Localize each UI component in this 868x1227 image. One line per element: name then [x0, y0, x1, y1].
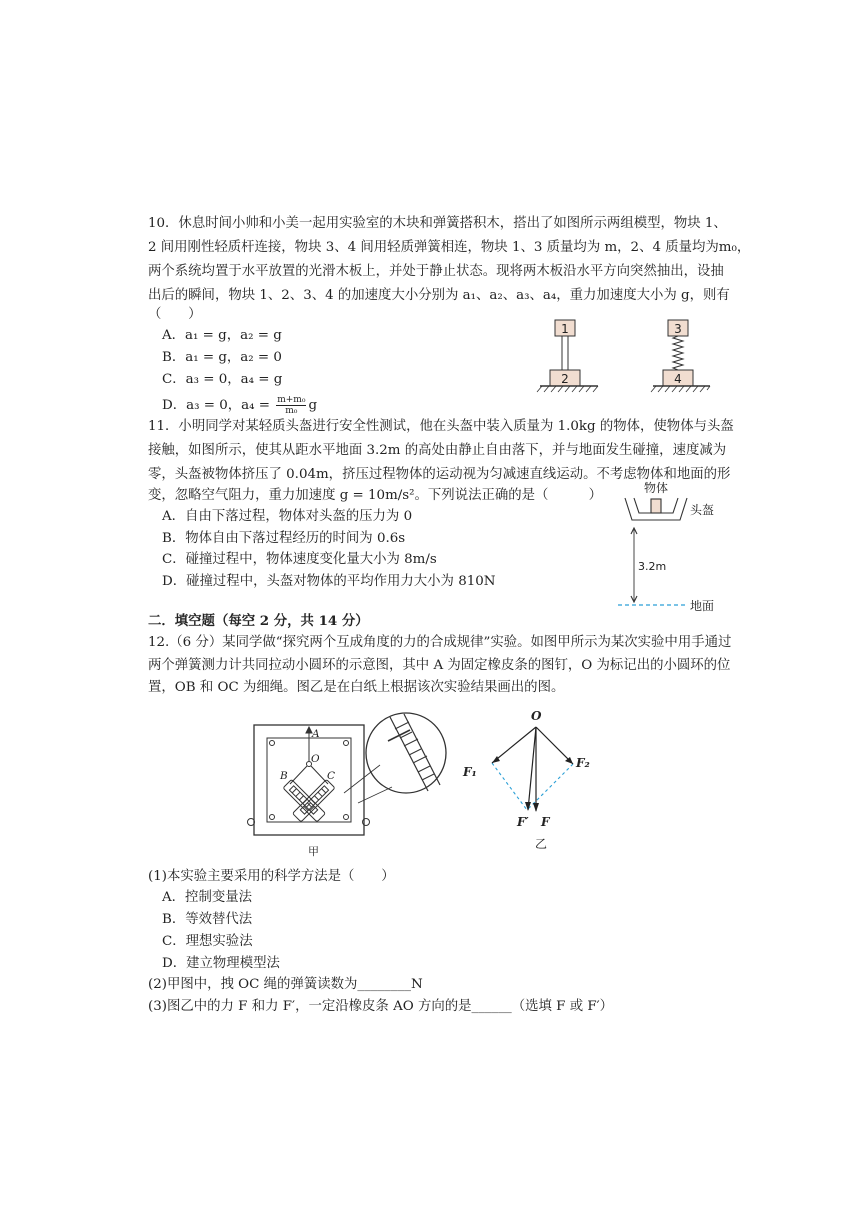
q12-sub2: (2)甲图中，拽 OC 绳的弹簧读数为________N: [148, 977, 423, 992]
figure-jia: [240, 705, 460, 865]
q12-line-3: 置，OB 和 OC 为细绳。图乙是在白纸上根据该次实验结果画出的图。: [148, 680, 565, 695]
label-object: 物体: [644, 481, 669, 495]
q10-option-b: B．a₁ = g，a₂ = 0: [162, 350, 282, 365]
magnifier-circle: [366, 713, 446, 793]
vector-fprime: [528, 727, 536, 810]
q12-sub1-option-c: C．理想实验法: [162, 934, 253, 949]
yi-label-o: O: [531, 709, 542, 723]
jia-caption: 甲: [308, 845, 319, 858]
block-label-2: 2: [561, 372, 569, 386]
jia-label-c: C: [327, 770, 336, 782]
yi-caption: 乙: [535, 837, 548, 851]
section-2-heading: 二．填空题（每空 2 分，共 14 分）: [148, 613, 369, 629]
q12-line-2: 两个弹簧测力计共同拉动小圆环的示意图，其中 A 为固定橡皮条的图钉，O 为标记出的小圆环的位: [148, 658, 731, 673]
q11-helmet-figure: [610, 480, 760, 615]
q11-line-1: 11．小明同学对某轻质头盔进行安全性测试，他在头盔中装入质量为 1.0kg 的物体，使物体与头盔: [148, 419, 734, 434]
q10-line-5: （ ）: [148, 307, 202, 322]
yi-label-f: F: [541, 815, 550, 829]
block-label-1: 1: [561, 322, 569, 336]
label-helmet: 头盔: [690, 503, 715, 517]
q10-option-a: A．a₁ = g，a₂ = g: [162, 328, 282, 343]
block-label-3: 3: [674, 322, 682, 336]
block-label-4: 4: [674, 372, 682, 386]
yi-label-fprime: F′: [517, 815, 529, 829]
jia-label-o: O: [311, 753, 320, 765]
q10-option-d-text: D．a₃ = 0，a₄ =: [162, 398, 270, 413]
label-ground: 地面: [690, 599, 715, 613]
yi-label-f1: F₁: [463, 765, 477, 779]
q10-line-4: 出后的瞬间，物块 1、2、3、4 的加速度大小分别为 a₁、a₂、a₃、a₄，重力加速度大小为 g，则有: [148, 288, 730, 303]
q11-line-2: 接触，如图所示，使其从距水平地面 3.2m 的高处由静止自由落下，并与地面发生碰撞，速度减为: [148, 443, 727, 458]
q10-fraction-suffix: g: [308, 398, 318, 413]
figure-yi: [455, 705, 605, 855]
q12-sub3: (3)图乙中的力 F 和力 F′，一定沿橡皮条 AO 方向的是______（选填 F 或 F′）: [148, 999, 614, 1014]
yi-label-f2: F₂: [576, 756, 590, 770]
q10-option-d-fraction: [276, 395, 306, 416]
vector-f2: [536, 727, 573, 764]
q12-sub1: (1)本实验主要采用的科学方法是（ ）: [148, 869, 395, 884]
spring-scale-b: [283, 779, 325, 821]
q11-option-a: A．自由下落过程，物体对头盔的压力为 0: [162, 509, 413, 524]
q10-fraction-denominator: m₀: [285, 406, 298, 416]
q11-option-c: C．碰撞过程中，物体速度变化量大小为 8m/s: [162, 552, 437, 567]
q10-line-3: 两个系统均置于水平放置的光滑木板上，并处于静止状态。现将两木板沿水平方向突然抽出，设抽: [148, 264, 724, 279]
q10-option-c: C．a₃ = 0，a₄ = g: [162, 372, 283, 387]
q11-line-3: 零，头盔被物体挤压了 0.04m，挤压过程物体的运动视为匀减速直线运动。不考虑物体和地面的形: [148, 467, 731, 482]
q10-line-1: 10．休息时间小帅和小美一起用实验室的木块和弹簧搭积木，搭出了如图所示两组模型，物块 1、: [148, 216, 727, 231]
q10-line-2: 2 间用刚性轻质杆连接，物块 3、4 间用轻质弹簧相连，物块 1、3 质量均为 m，2、4 质量均为m₀，: [148, 240, 751, 255]
q11-line-4: 变，忽略空气阻力，重力加速度 g = 10m/s²。下列说法正确的是（ ）: [148, 488, 602, 503]
q11-option-d: D．碰撞过程中，头盔对物体的平均作用力大小为 810N: [162, 574, 496, 589]
object-block: [651, 499, 661, 513]
q10-option-d: [162, 395, 317, 416]
q12-sub1-option-d: D．建立物理模型法: [162, 956, 280, 971]
q12-line-1: 12.（6 分）某同学做“探究两个互成角度的力的合成规律”实验。如图甲所示为某次实验中用手通过: [148, 635, 732, 650]
q11-option-b: B．物体自由下落过程经历的时间为 0.6s: [162, 531, 406, 546]
q12-sub1-option-b: B．等效替代法: [162, 912, 253, 927]
label-height: 3.2m: [638, 560, 667, 573]
q12-sub1-option-a: A．控制变量法: [162, 890, 253, 905]
q10-blocks-figure: [510, 315, 730, 400]
vector-f1: [492, 727, 536, 763]
jia-label-a: A: [312, 728, 320, 740]
jia-label-b: B: [280, 770, 288, 782]
spring-scale-c: [293, 779, 335, 821]
q10-fraction-numerator: m+m₀: [277, 395, 306, 405]
